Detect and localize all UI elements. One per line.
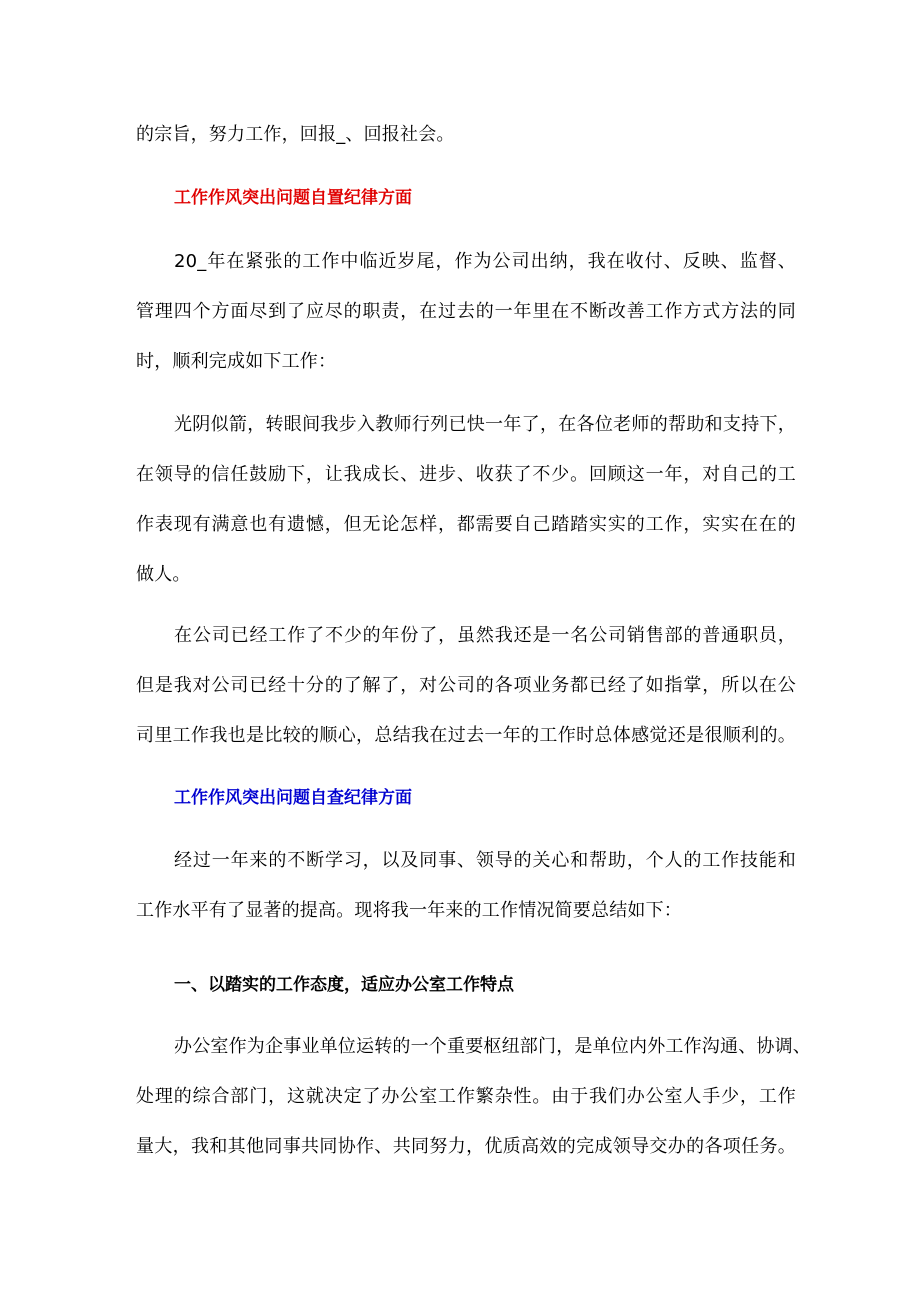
- paragraph-5-line-1: 办公室作为企事业单位运转的一个重要枢纽部门，是单位内外工作沟通、协调、: [174, 1036, 811, 1057]
- paragraph-5-line-2: 处理的综合部门，这就决定了办公室工作繁杂性。由于我们办公室人手少，工作: [136, 1086, 796, 1107]
- paragraph-3-line-1: 在公司已经工作了不少的年份了，虽然我还是一名公司销售部的普通职员，: [174, 625, 796, 646]
- section-heading-self-check-blue: 工作作风突出问题自查纪律方面: [174, 788, 412, 808]
- paragraph-3-line-3: 司里工作我也是比较的顺心，总结我在过去一年的工作时总体感觉还是很顺利的。: [136, 725, 796, 746]
- section-heading-self-discipline-red: 工作作风突出问题自置纪律方面: [174, 188, 412, 208]
- paragraph-4-line-2: 工作水平有了显著的提高。现将我一年来的工作情况简要总结如下：: [136, 900, 682, 921]
- paragraph-0-line-1: 的宗旨，努力工作，回报_、回报社会。: [136, 124, 455, 145]
- paragraph-2-line-2: 在领导的信任鼓励下，让我成长、进步、收获了不少。回顾这一年，对自己的工: [136, 464, 796, 485]
- paragraph-2-line-1: 光阴似箭，转眼间我步入教师行列已快一年了，在各位老师的帮助和支持下，: [174, 414, 796, 435]
- paragraph-3-line-2: 但是我对公司已经十分的了解了，对公司的各项业务都已经了如指掌，所以在公: [136, 675, 796, 696]
- paragraph-4-line-1: 经过一年来的不断学习，以及同事、领导的关心和帮助，个人的工作技能和: [174, 850, 796, 871]
- paragraph-2-line-4: 做人。: [136, 564, 191, 585]
- section-heading-office-work: 一、以踏实的工作态度，适应办公室工作特点: [174, 975, 514, 995]
- paragraph-1-line-2: 管理四个方面尽到了应尽的职责，在过去的一年里在不断改善工作方式方法的同: [136, 301, 796, 322]
- paragraph-5-line-3: 量大，我和其他同事共同协作、共同努力，优质高效的完成领导交办的各项任务。: [136, 1136, 796, 1157]
- paragraph-2-line-3: 作表现有满意也有遗憾，但无论怎样，都需要自己踏踏实实的工作，实实在在的: [136, 514, 796, 535]
- paragraph-1-line-3: 时，顺利完成如下工作：: [136, 351, 337, 372]
- paragraph-1-line-1: 20_年在紧张的工作中临近岁尾，作为公司出纳，我在收付、反映、监督、: [174, 251, 796, 272]
